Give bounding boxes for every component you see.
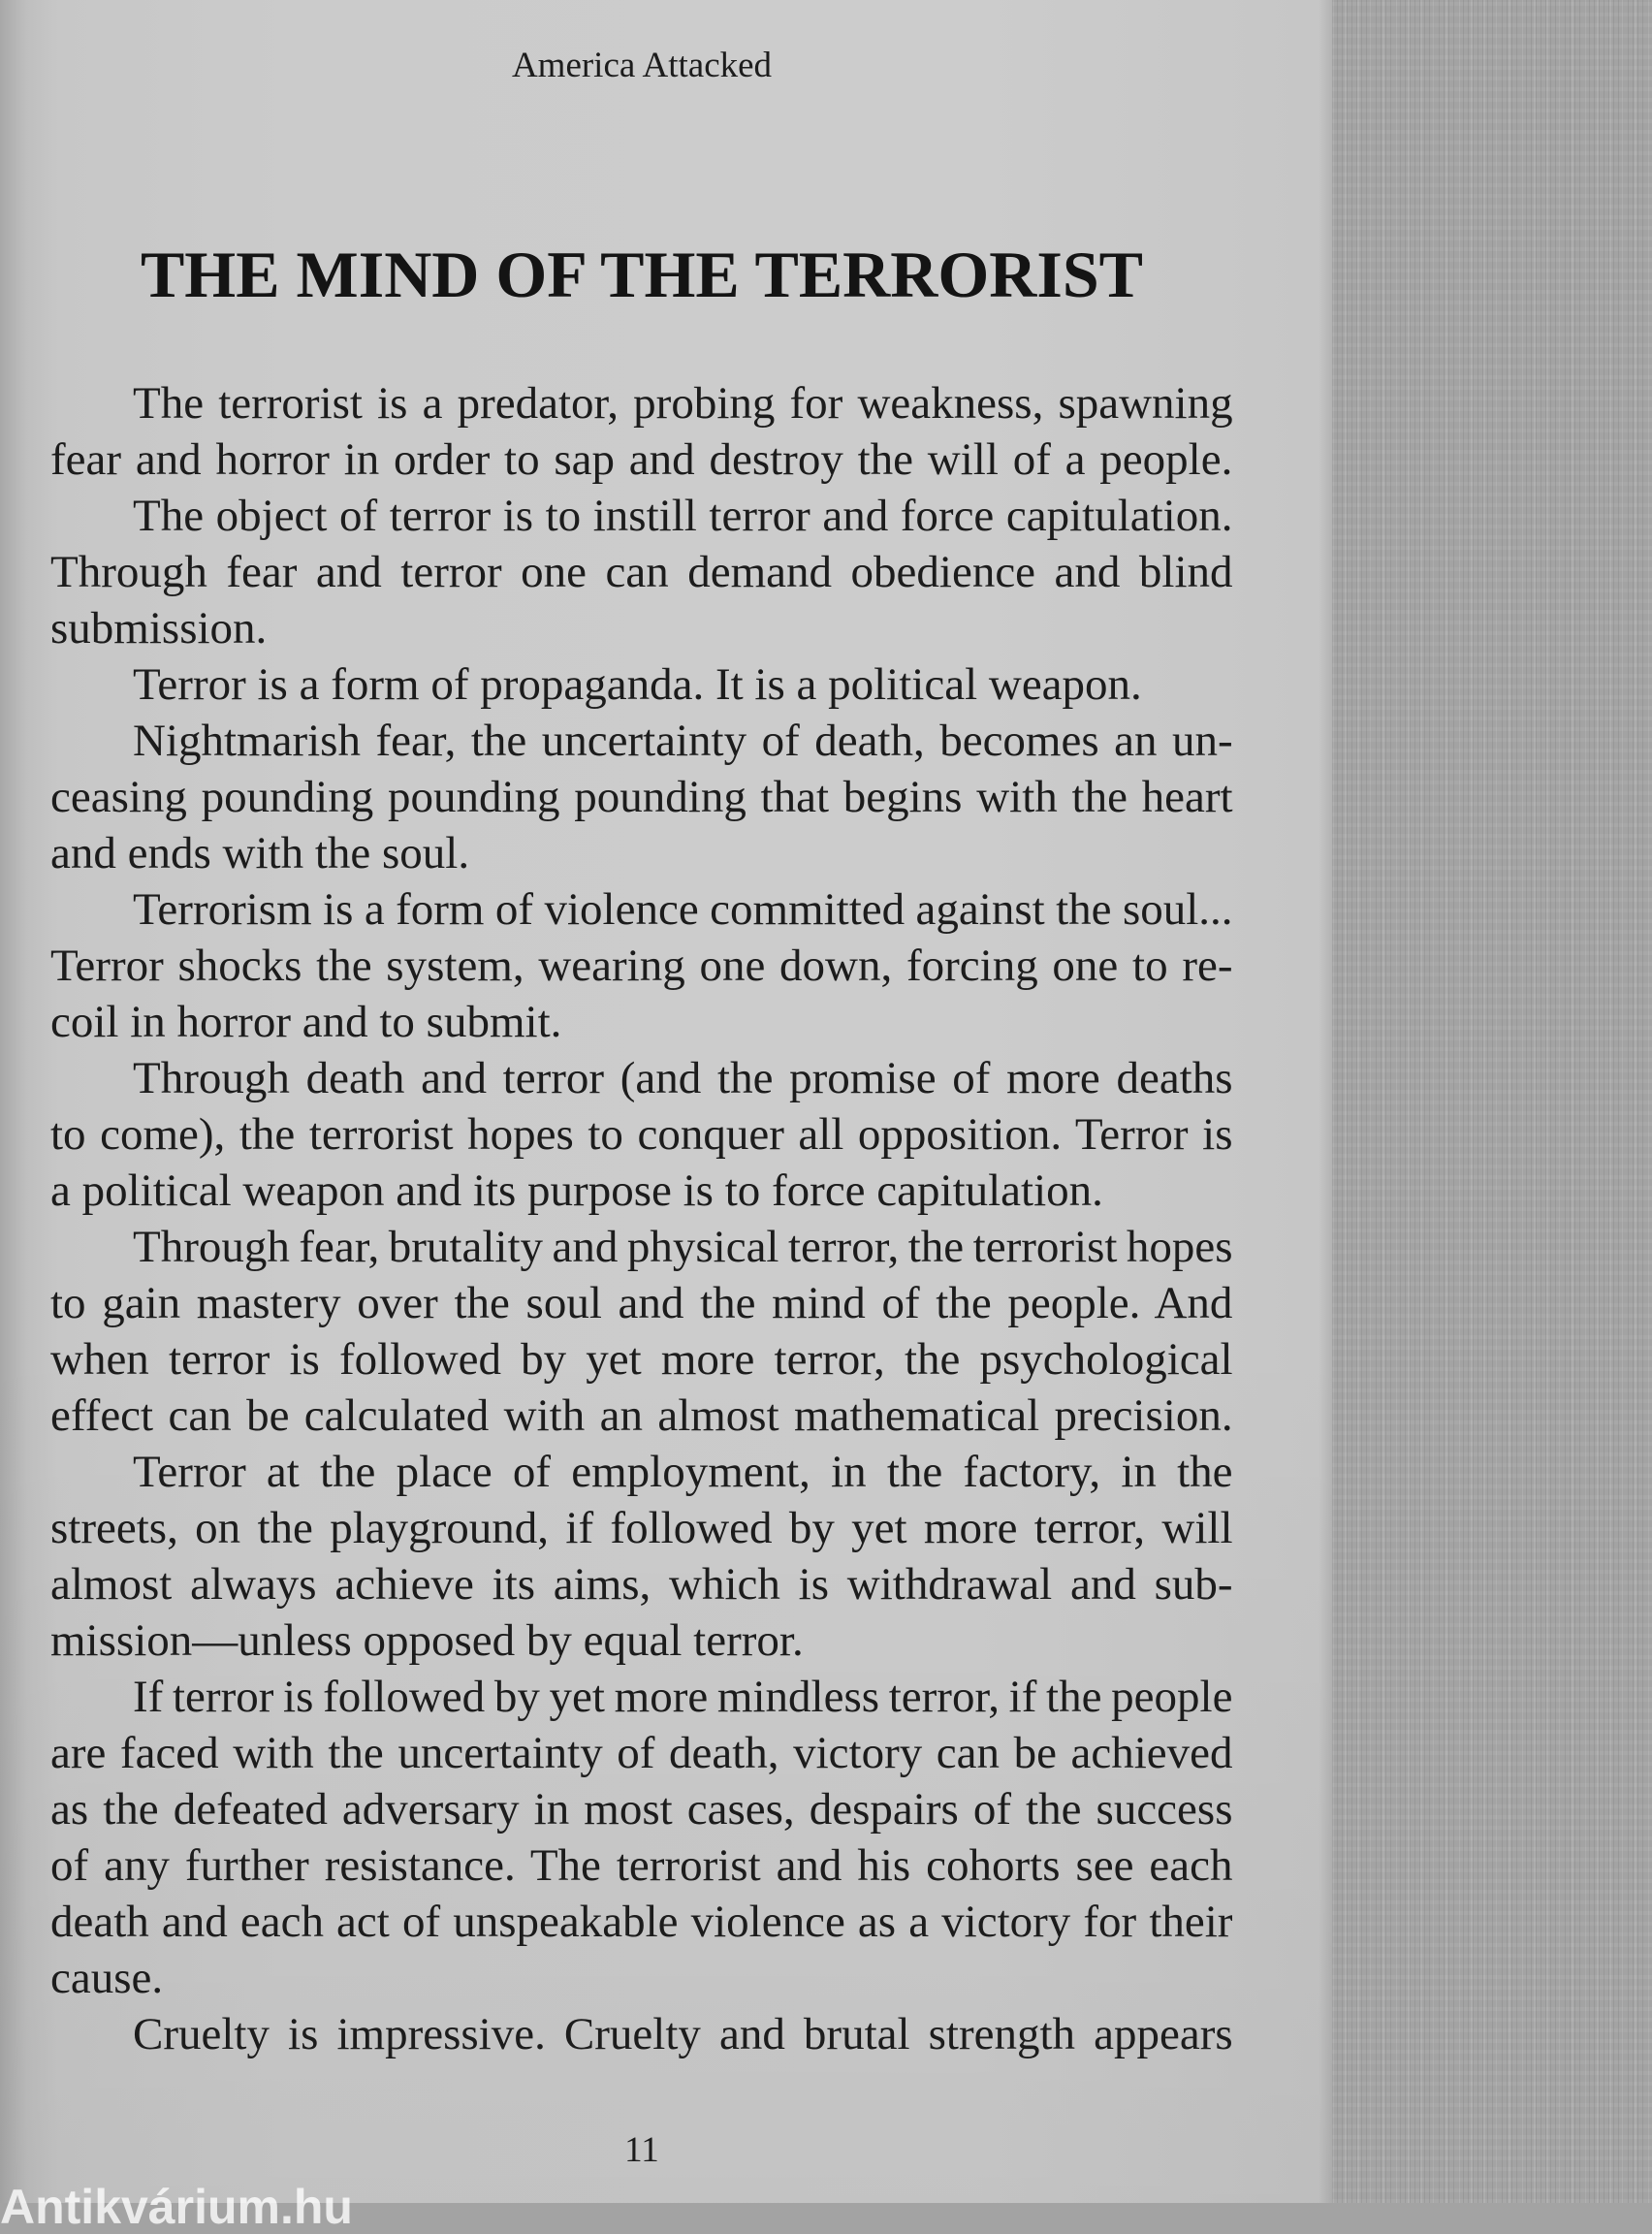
body-line: Terror is a form of propaganda. It is a political weapon. (133, 659, 1142, 710)
background-surface (1332, 0, 1652, 2203)
body-line: when terror is followed by yet more terror, the psychological (50, 1334, 1233, 1385)
body-line: a political weapon and its purpose is to force capitulation. (50, 1165, 1103, 1216)
paragraph (50, 1444, 1233, 1669)
chapter-title: THE MIND OF THE TERRORIST (140, 238, 1144, 311)
body-line: and ends with the soul. (50, 828, 470, 878)
body-line: If terror is followed by yet more mindless terror, if the people (133, 1672, 1233, 1722)
body-text (50, 375, 1233, 2062)
watermark-text: Antikvárium.hu (0, 2180, 353, 2234)
body-line: Cruelty is impressive. Cruelty and brutal strength appears (133, 2009, 1233, 2059)
body-line: to gain mastery over the soul and the mind of the people. And (50, 1278, 1233, 1328)
body-line: The object of terror is to instill terror and force capitulation. (133, 491, 1233, 541)
body-line: Nightmarish fear, the uncertainty of death, becomes an un- (133, 716, 1233, 766)
paragraph (50, 656, 1233, 713)
body-line: ceasing pounding pounding pounding that begins with the heart (50, 772, 1233, 822)
body-line: death and each act of unspeakable violence as a victory for their (50, 1897, 1233, 1947)
body-line: Terror at the place of employment, in the factory, in the (133, 1447, 1233, 1497)
body-line: The terrorist is a predator, probing for weakness, spawning (133, 378, 1233, 429)
body-line: fear and horror in order to sap and destroy the will of a people. (50, 434, 1233, 485)
body-line: mission—unless opposed by equal terror. (50, 1615, 804, 1666)
paragraph (50, 881, 1233, 1050)
body-line: Through fear, brutality and physical terror, the terrorist hopes (133, 1222, 1233, 1272)
paragraph (50, 1050, 1233, 1219)
body-line: streets, on the playground, if followed by yet more terror, will (50, 1503, 1233, 1553)
body-line: are faced with the uncertainty of death, victory can be achieved (50, 1728, 1233, 1778)
body-line: to come), the terrorist hopes to conquer all opposition. Terror is (50, 1109, 1233, 1160)
paragraph (50, 713, 1233, 881)
body-line: almost always achieve its aims, which is withdrawal and sub- (50, 1559, 1233, 1610)
body-line: coil in horror and to submit. (50, 997, 562, 1047)
body-line: Terrorism is a form of violence committed against the soul... (133, 884, 1233, 935)
body-line: as the defeated adversary in most cases, despairs of the success (50, 1784, 1233, 1835)
body-line: submission. (50, 603, 268, 654)
paragraph (50, 1219, 1233, 1444)
body-line: Terror shocks the system, wearing one down, forcing one to re- (50, 941, 1233, 991)
running-header: America Attacked (511, 46, 773, 85)
body-line: Through fear and terror one can demand obedience and blind (50, 547, 1233, 597)
body-line: Through death and terror (and the promise of more deaths (133, 1053, 1233, 1103)
paragraph (50, 1669, 1233, 2006)
body-line: of any further resistance. The terrorist and his cohorts see each (50, 1840, 1233, 1891)
paragraph (50, 375, 1233, 488)
paragraph (50, 488, 1233, 656)
paragraph (50, 2006, 1233, 2062)
page-number: 11 (624, 2130, 659, 2170)
body-line: effect can be calculated with an almost mathematical precision. (50, 1390, 1233, 1441)
body-line: cause. (50, 1953, 164, 2003)
